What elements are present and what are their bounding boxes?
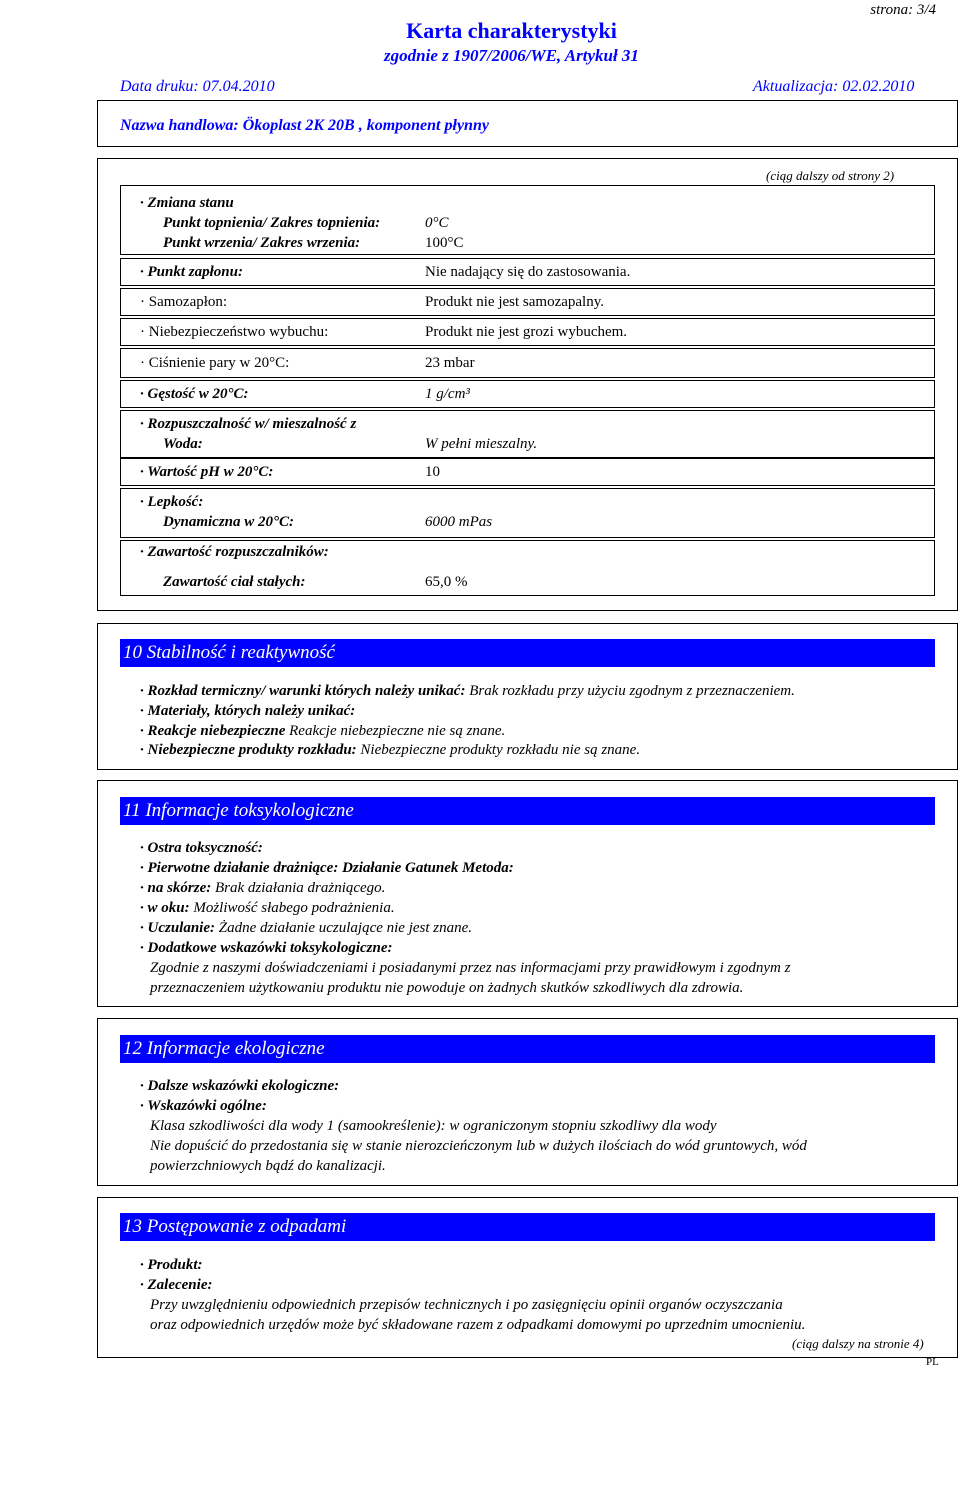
ph-label: · Wartość pH w 20°C: [140,464,274,480]
solubility-label: · Rozpuszczalność w/ mieszalność z [140,416,357,432]
s11-line-4-label: · w oku: [140,900,190,916]
trade-name: Nazwa handlowa: Ökoplast 2K 20B , komponent płynny [120,117,489,134]
solids-value: 65,0 % [425,574,468,590]
s12-line-3: Klasa szkodliwości dla wody 1 (samookreślenie): w ograniczonym stopniu szkodliwy dla wody [150,1118,717,1134]
section-12-title: 12 Informacje ekologiczne [120,1035,935,1063]
s11-line-4 [140,898,395,918]
s10-line-1-value: Brak rozkładu przy użyciu zgodnym z przeznaczeniem. [469,683,795,699]
s11-line-3-label: · na skórze: [140,880,212,896]
water-label: Woda: [163,436,203,452]
explosion-value: Produkt nie jest grozi wybuchem. [425,324,628,340]
ph-value: 10 [425,464,440,480]
flash-point-value: Nie nadający się do zastosowania. [425,264,631,280]
update-date: Aktualizacja: 02.02.2010 [753,78,915,95]
state-change-label: · Zmiana stanu [140,195,234,211]
s11-line-5-label: · Uczulanie: [140,920,215,936]
explosion-label: · Niebezpieczeństwo wybuchu: [140,324,329,340]
viscosity-label: · Lepkość: [140,494,204,510]
print-date: Data druku: 07.04.2010 [120,78,275,95]
s12-line-1: · Dalsze wskazówki ekologiczne: [140,1078,340,1094]
s11-line-6: · Dodatkowe wskazówki toksykologiczne: [140,940,393,956]
s13-line-4: oraz odpowiednich urzędów może być składowane razem z odpadkami domowymi po uprzednim umocnieniu. [150,1317,806,1333]
s12-line-4: Nie dopuścić do przedostania się w stanie nierozcieńczonym lub w dużych ilościach do wód gruntowych, wód [150,1138,807,1154]
s13-line-2: · Zalecenie: [140,1277,213,1293]
s10-line-4-label: · Niebezpieczne produkty rozkładu: [140,742,357,758]
water-value: W pełni mieszalny. [425,436,538,452]
dynamic-viscosity-label: Dynamiczna w 20°C: [163,514,295,530]
s13-line-3: Przy uwzględnieniu odpowiednich przepisów technicznych i po zasięgnięciu opinii organów oczyszczania [150,1297,783,1313]
s11-line-4-value: Możliwość słabego podrażnienia. [193,900,395,916]
section-13-title: 13 Postępowanie z odpadami [120,1213,935,1241]
s11-line-2: · Pierwotne działanie drażniące: Działanie Gatunek Metoda: [140,860,514,876]
s11-line-3 [140,878,385,898]
section-11-title: 11 Informacje toksykologiczne [120,797,935,825]
density-label: · Gęstość w 20°C: [140,386,249,402]
s12-line-2: · Wskazówki ogólne: [140,1098,267,1114]
s13-line-1: · Produkt: [140,1257,203,1273]
page-number: strona: 3/4 [870,2,936,18]
flash-point-label: · Punkt zapłonu: [140,264,243,280]
language-code: PL [926,1356,939,1368]
s11-line-3-value: Brak działania drażniącego. [215,880,386,896]
density-value: 1 g/cm³ [425,386,470,402]
vapour-pressure-label: · Ciśnienie pary w 20°C: [140,355,290,371]
s10-line-2: · Materiały, których należy unikać: [140,703,356,719]
s11-line-5 [140,918,472,938]
s12-line-5: powierzchniowych bądź do kanalizacji. [150,1158,386,1174]
vapour-pressure-value: 23 mbar [425,355,475,371]
s10-line-1 [140,681,795,701]
boiling-value: 100°C [425,235,464,251]
solvent-label: · Zawartość rozpuszczalników: [140,544,329,560]
self-ignition-value: Produkt nie jest samozapalny. [425,294,604,310]
melting-value: 0°C [425,215,449,231]
document-subtitle: zgodnie z 1907/2006/WE, Artykuł 31 [384,46,639,65]
s10-line-3 [140,721,505,741]
solids-label: Zawartość ciał stałych: [163,574,306,590]
document-title: Karta charakterystyki [406,18,617,43]
s11-line-1: · Ostra toksyczność: [140,840,263,856]
melting-label: Punkt topnienia/ Zakres topnienia: [163,215,381,231]
continued-note: (ciąg dalszy na stronie 4) [792,1336,924,1351]
boiling-label: Punkt wrzenia/ Zakres wrzenia: [163,235,361,251]
s10-line-3-value: Reakcje niebezpieczne nie są znane. [289,723,506,739]
dynamic-viscosity-value: 6000 mPas [425,514,493,530]
s10-line-3-label: · Reakcje niebezpieczne [140,723,286,739]
s11-line-8: przeznaczeniem użytkowaniu produktu nie powoduje on żadnych skutków szkodliwych dla zdrowia. [150,980,744,996]
s10-line-4 [140,740,640,760]
self-ignition-label: · Samozapłon: [140,294,228,310]
s11-line-7: Zgodnie z naszymi doświadczeniami i posiadanymi przez nas informacjami przy prawidłowym i zgodnym z [150,960,791,976]
continued-from-note: (ciąg dalszy od strony 2) [766,168,895,183]
section-10-title: 10 Stabilność i reaktywność [120,639,935,667]
s10-line-4-value: Niebezpieczne produkty rozkładu nie są znane. [360,742,641,758]
s10-line-1-label: · Rozkład termiczny/ warunki których należy unikać: [140,683,466,699]
s11-line-5-value: Żadne działanie uczulające nie jest znane. [218,920,473,936]
